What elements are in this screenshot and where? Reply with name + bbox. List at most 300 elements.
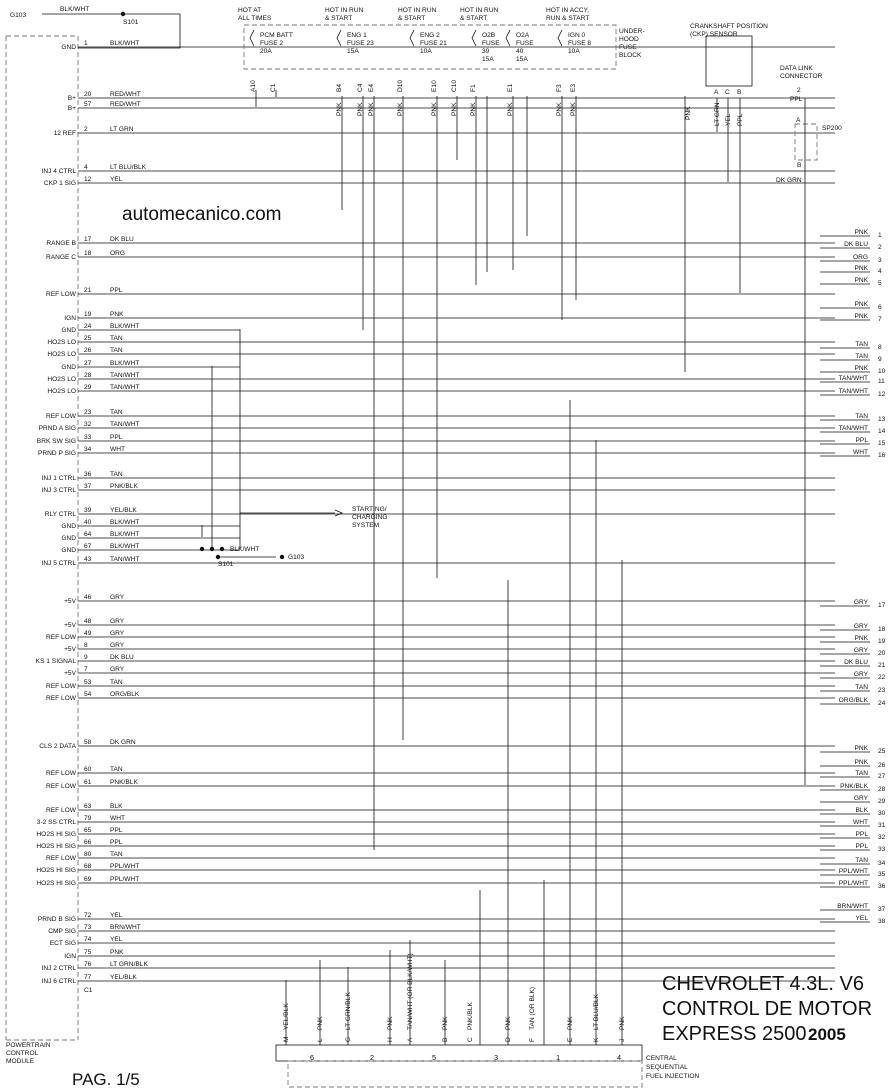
fuse-3-label: 10A: [420, 48, 432, 55]
pcm-pin-23-name: RLY CTRL: [44, 511, 76, 518]
fuse-block-label: UNDER-: [619, 28, 645, 35]
pcm-pin-38-color: PNK/BLK: [110, 779, 138, 786]
pcm-pin-12-color: TAN: [110, 335, 123, 342]
fuse-3-header: & START: [398, 15, 426, 22]
fuse-4-label: 39: [482, 48, 490, 55]
pcm-pin-5-color: LT BLU/BLK: [110, 164, 147, 171]
pcm-pin-28-number: 46: [84, 594, 92, 601]
pcm-pin-39-color: BLK: [110, 803, 123, 810]
right-ref-1-color: PNK: [854, 229, 868, 236]
right-ref-32-number: 32: [878, 834, 886, 841]
pcm-pin-1-color: BLK/WHT: [110, 40, 140, 47]
fuse-pin-C4: C4: [357, 83, 364, 92]
splice-dot-2: [210, 547, 214, 551]
pcm-pin-28-name: +5V: [64, 598, 76, 605]
right-ref-18-color: GRY: [853, 623, 868, 630]
pcm-pin-17-color: TAN: [110, 409, 123, 416]
injector-pin-F-color: TAN (OR BLK): [529, 986, 536, 1030]
splice-s101-label: S101: [123, 19, 139, 26]
right-ref-28-color: PNK/BLK: [840, 783, 868, 790]
pcm-pin-25-name: GND: [61, 535, 76, 542]
pcm-pin-44-color: PPL/WHT: [110, 863, 140, 870]
right-ref-29-color: GRY: [853, 795, 868, 802]
pcm-pin-47-number: 73: [84, 924, 92, 931]
fuse-6-symbol: [558, 30, 562, 46]
pcm-pin-36-name: CLS 2 DATA: [39, 743, 76, 750]
fuse-1-header: ALL TIMES: [238, 15, 272, 22]
pcm-pin-21-number: 36: [84, 471, 92, 478]
injector-pin-J-color: PNK: [619, 1016, 626, 1030]
starting-ground-label: G103: [288, 554, 305, 561]
fuse-pin-F3-color: PNK: [556, 102, 563, 116]
fuse-2-header: & START: [325, 15, 353, 22]
right-ref-3-number: 3: [878, 257, 882, 264]
injector-number-1: 1: [556, 1053, 561, 1062]
injector-number-6: 6: [310, 1053, 315, 1062]
injector-pin-K: K: [593, 1037, 600, 1042]
injector-pin-M: M: [283, 1036, 290, 1042]
pcm-pin-24-number: 40: [84, 519, 92, 526]
pcm-pin-49-color: PNK: [110, 949, 124, 956]
pcm-pin-33-number: 7: [84, 666, 88, 673]
right-ref-10-number: 10: [878, 368, 886, 375]
pcm-pin-31-name: +5V: [64, 646, 76, 653]
pcm-pin-8-name: RANGE C: [45, 254, 76, 261]
right-ref-22-color: GRY: [853, 671, 868, 678]
injector-pin-F: F: [529, 1037, 536, 1042]
pcm-pin-20-name: PRND P SIG: [38, 450, 76, 457]
right-ref-19-number: 19: [878, 638, 886, 645]
pcm-pin-12-number: 25: [84, 335, 92, 342]
right-ref-29-number: 29: [878, 798, 886, 805]
right-ref-11-color: TAN/WHT: [838, 375, 868, 382]
right-ref-36-number: 36: [878, 883, 886, 890]
right-ref-7-number: 7: [878, 316, 882, 323]
pcm-pin-1-name: GND: [61, 44, 76, 51]
pcm-pin-40-name: 3-2 SS CTRL: [36, 819, 76, 826]
right-ref-4-color: PNK: [854, 265, 868, 272]
pcm-pin-13-color: TAN: [110, 347, 123, 354]
pcm-pin-45-color: PPL/WHT: [110, 876, 140, 883]
pcm-pin-29-name: +5V: [64, 622, 76, 629]
fuse-pin-F3: F3: [556, 84, 563, 92]
right-ref-21-color: DK BLU: [844, 659, 868, 666]
fuse-pin-E3: E3: [570, 83, 577, 92]
injector-number-4: 4: [617, 1053, 622, 1062]
pcm-pin-43-name: REF LOW: [45, 855, 76, 862]
right-ref-2-color: DK BLU: [844, 241, 868, 248]
right-ref-33-color: PPL: [855, 843, 868, 850]
fuse-2-label: ENG 1: [347, 32, 367, 39]
fuse-4-label: 15A: [482, 56, 494, 63]
gnd-wire-color: BLK/WHT: [60, 6, 90, 13]
pcm-pin-35-color: ORG/BLK: [110, 691, 140, 698]
right-ref-34-color: TAN: [855, 857, 868, 864]
right-ref-25-number: 25: [878, 748, 886, 755]
splice-s101: [121, 12, 125, 16]
fuse-pin-E3-color: PNK: [570, 102, 577, 116]
pcm-pin-8-color: ORG: [110, 250, 126, 257]
injector-pin-A: A: [407, 1037, 414, 1042]
pcm-pin-44-number: 68: [84, 863, 92, 870]
right-ref-22-number: 22: [878, 674, 886, 681]
pcm-pin-4-color: LT GRN: [110, 126, 134, 133]
pcm-pin-21-color: TAN: [110, 471, 123, 478]
fuse-pin-D10-color: PNK: [397, 102, 404, 116]
right-ref-5-number: 5: [878, 280, 882, 287]
sp200-label: SP200: [822, 125, 842, 132]
injector-pin-L-color: PNK: [317, 1016, 324, 1030]
pcm-pin-30-number: 49: [84, 630, 92, 637]
pcm-pin-4-name: 12 REF: [53, 130, 76, 137]
pcm-pin-5-name: INJ 4 CTRL: [41, 168, 76, 175]
pcm-pin-15-name: HO2S LO: [47, 376, 76, 383]
starting-splice-label: S101: [218, 561, 234, 568]
pcm-pin-36-number: 58: [84, 739, 92, 746]
pcm-pin-11-name: GND: [61, 327, 76, 334]
fuse-pin-F1: F1: [470, 84, 477, 92]
pcm-pin-22-name: INJ 3 CTRL: [41, 487, 76, 494]
pcm-pin-48-number: 74: [84, 936, 92, 943]
pcm-pin-40-number: 79: [84, 815, 92, 822]
pcm-pin-19-name: BRK SW SIG: [36, 438, 76, 445]
right-ref-36-color: PPL/WHT: [838, 880, 868, 887]
injector-pin-E: E: [567, 1037, 574, 1042]
right-ref-18-number: 18: [878, 626, 886, 633]
right-ref-16-number: 16: [878, 452, 886, 459]
fuse-5-label: 15A: [516, 56, 528, 63]
fuse-pin-E4: E4: [368, 83, 375, 92]
right-ref-1-number: 1: [878, 232, 882, 239]
pcm-pin-42-color: PPL: [110, 839, 123, 846]
pcm-pin-18-name: PRND A SIG: [38, 425, 76, 432]
ckp-pin-C: C: [725, 89, 730, 96]
ckp-pin-C-color: YEL: [725, 113, 732, 126]
fuse-4-symbol: [472, 30, 476, 46]
splice-dot-1: [200, 547, 204, 551]
fuse-1-symbol: [250, 30, 254, 46]
fuse-pin-B4-color: PNK: [336, 102, 343, 116]
ckp-pin-B-color: PPL: [737, 113, 744, 126]
right-ref-27-color: TAN: [855, 770, 868, 777]
injector-pin-M-color: YEL/BLK: [283, 1003, 290, 1030]
pcm-pin-13-name: HO2S LO: [47, 351, 76, 358]
right-ref-20-number: 20: [878, 650, 886, 657]
injector-pin-A-color: TAN/WHT (OR BLK/WHT): [407, 953, 414, 1030]
right-ref-21-number: 21: [878, 662, 886, 669]
pcm-pin-14-name: GND: [61, 364, 76, 371]
dlc-pin-2: 2: [797, 87, 801, 94]
pcm-pin-6-color: YEL: [110, 176, 123, 183]
fuse-5-label: 40: [516, 48, 524, 55]
pcm-pin-48-color: YEL: [110, 936, 123, 943]
fuse-4-label: FUSE: [482, 40, 500, 47]
right-ref-23-number: 23: [878, 687, 886, 694]
pcm-pin-36-color: DK GRN: [110, 739, 136, 746]
fuse-6-label: 10A: [568, 48, 580, 55]
right-ref-9-number: 9: [878, 356, 882, 363]
fuse-2-header: HOT IN RUN: [325, 7, 364, 14]
right-ref-4-number: 4: [878, 268, 882, 275]
sp200-box: [795, 124, 817, 160]
pcm-pin-37-number: 60: [84, 766, 92, 773]
pcm-pin-34-number: 53: [84, 679, 92, 686]
pcm-pin-3-name: B+: [67, 105, 76, 112]
right-ref-23-color: TAN: [855, 684, 868, 691]
fuse-3-label: ENG 2: [420, 32, 440, 39]
pcm-pin-25-color: BLK/WHT: [110, 531, 140, 538]
pcm-pin-4-number: 2: [84, 126, 88, 133]
right-ref-25-color: PNK: [854, 745, 868, 752]
fuse-1-header: HOT AT: [238, 7, 262, 14]
pcm-pin-33-name: +5V: [64, 670, 76, 677]
pcm-pin-22-number: 37: [84, 483, 92, 490]
pcm-pin-46-number: 72: [84, 912, 92, 919]
pcm-pin-7-color: DK BLU: [110, 236, 134, 243]
right-ref-13-color: TAN: [855, 413, 868, 420]
pcm-pin-51-name: INJ 6 CTRL: [41, 978, 76, 985]
injector-connector-box: [276, 1045, 642, 1061]
right-ref-37-color: BRN/WHT: [837, 903, 868, 910]
injector-pin-B-color: PNK: [442, 1016, 449, 1030]
pcm-label: POWERTRAIN: [6, 1042, 51, 1049]
fuse-6-label: FUSE 8: [568, 40, 592, 47]
right-ref-13-number: 13: [878, 416, 886, 423]
fuse-block-label: BLOCK: [619, 52, 642, 59]
right-ref-34-number: 34: [878, 860, 886, 867]
page-label: PAG. 1/5: [72, 1070, 140, 1089]
right-ref-35-color: PPL/WHT: [838, 868, 868, 875]
right-ref-20-color: GRY: [853, 647, 868, 654]
right-ref-17-number: 17: [878, 602, 886, 609]
pcm-pin-12-name: HO2S LO: [47, 339, 76, 346]
right-ref-24-number: 24: [878, 700, 886, 707]
starting-system-label: CHARGING: [352, 514, 388, 521]
pcm-pin-10-name: IGN: [64, 315, 76, 322]
pcm-pin-6-name: CKP 1 SIG: [43, 180, 76, 187]
right-ref-31-color: WHT: [852, 819, 868, 826]
fuse-pin-C10: C10: [451, 79, 458, 92]
ckp-pin-A-color: LT GRN: [714, 102, 721, 126]
pcm-pin-22-color: PNK/BLK: [110, 483, 138, 490]
starting-wire-color: BLK/WHT: [230, 546, 260, 553]
pcm-pin-49-number: 75: [84, 949, 92, 956]
right-ref-8-number: 8: [878, 344, 882, 351]
right-ref-15-color: PPL: [855, 437, 868, 444]
right-ref-10-color: PNK: [854, 365, 868, 372]
pcm-pin-27-color: TAN/WHT: [110, 556, 140, 563]
ckp-sensor-label: (CKP) SENSOR: [690, 31, 738, 38]
right-ref-26-number: 26: [878, 762, 886, 769]
pcm-pin-30-name: REF LOW: [45, 634, 76, 641]
splice-dot-3: [220, 547, 224, 551]
pcm-pin-42-number: 66: [84, 839, 92, 846]
pcm-pin-52-number: C1: [84, 987, 93, 994]
injector-number-5: 5: [432, 1053, 437, 1062]
right-ref-7-color: PNK: [854, 313, 868, 320]
sp200-pin-b: B: [797, 162, 802, 169]
injector-pin-L: L: [317, 1038, 324, 1042]
fuse-3-header: HOT IN RUN: [398, 7, 437, 14]
fuse-2-label: FUSE 23: [347, 40, 374, 47]
right-ref-6-color: PNK: [854, 301, 868, 308]
pcm-pin-51-color: YEL/BLK: [110, 974, 137, 981]
fuse-1-label: FUSE 2: [260, 40, 284, 47]
pcm-pin-34-name: REF LOW: [45, 683, 76, 690]
ground-g103-icon: [280, 555, 284, 559]
pnk-extra-label: PNK: [685, 106, 692, 120]
right-ref-30-color: BLK: [855, 807, 868, 814]
pcm-pin-9-number: 21: [84, 287, 92, 294]
fuse-6-label: IGN 0: [568, 32, 586, 39]
pcm-pin-29-number: 48: [84, 618, 92, 625]
right-ref-8-color: TAN: [855, 341, 868, 348]
fuse-6-header: RUN & START: [546, 15, 590, 22]
fuse-5-label: FUSE: [516, 40, 534, 47]
starting-system-label: STARTING/: [352, 506, 387, 513]
pcm-pin-41-name: HO2S HI SIG: [36, 831, 76, 838]
pcm-pin-26-name: GND: [61, 547, 76, 554]
pcm-pin-32-number: 9: [84, 654, 88, 661]
pcm-pin-32-color: DK BLU: [110, 654, 134, 661]
pcm-pin-2-number: 20: [84, 91, 92, 98]
dlc-label: DATA LINK: [780, 65, 813, 72]
injector-number-2: 2: [370, 1053, 375, 1062]
injector-label: SEQUENTIAL: [646, 1064, 688, 1071]
sp200-pin-a: A: [796, 117, 801, 124]
fuse-pin-E1: E1: [507, 83, 514, 92]
fuse-3-label: FUSE 21: [420, 40, 447, 47]
pcm-pin-16-number: 29: [84, 384, 92, 391]
right-ref-3-color: ORG: [852, 254, 868, 261]
injector-pin-H: H: [387, 1037, 394, 1042]
pcm-pin-43-color: TAN: [110, 851, 123, 858]
title-line-3: EXPRESS 2500: [662, 1023, 807, 1045]
ckp-sensor-box: [706, 36, 752, 86]
right-ref-27-number: 27: [878, 773, 886, 780]
pcm-pin-3-color: RED/WHT: [110, 101, 141, 108]
title-line-2: CONTROL DE MOTOR: [662, 998, 873, 1020]
fuse-pin-C4-color: PNK: [357, 102, 364, 116]
pcm-pin-14-number: 27: [84, 360, 92, 367]
injector-pin-G: G: [345, 1036, 352, 1042]
injector-label: CENTRAL: [646, 1055, 677, 1062]
pcm-pin-11-number: 24: [84, 323, 92, 330]
pcm-pin-21-name: INJ 1 CTRL: [41, 475, 76, 482]
fuse-2-symbol: [337, 30, 341, 46]
right-ref-15-number: 15: [878, 440, 886, 447]
pcm-pin-50-name: INJ 2 CTRL: [41, 965, 76, 972]
right-ref-12-color: TAN/WHT: [838, 388, 868, 395]
right-ref-35-number: 35: [878, 871, 886, 878]
injector-number-3: 3: [494, 1053, 499, 1062]
pcm-pin-5-number: 4: [84, 164, 88, 171]
fuse-block-label: HOOD: [619, 36, 639, 43]
pcm-pin-48-name: ECT SIG: [49, 940, 76, 947]
right-ref-30-number: 30: [878, 810, 886, 817]
pcm-label: MODULE: [6, 1058, 35, 1065]
pcm-pin-19-color: PPL: [110, 434, 123, 441]
fuse-3-symbol: [410, 30, 414, 46]
right-ref-11-number: 11: [878, 378, 885, 385]
pcm-pin-6-number: 12: [84, 176, 92, 183]
pcm-pin-39-number: 63: [84, 803, 92, 810]
pcm-pin-45-name: HO2S HI SIG: [36, 880, 76, 887]
pcm-pin-45-number: 69: [84, 876, 92, 883]
right-ref-33-number: 33: [878, 846, 886, 853]
fuse-5-label: O2A: [516, 32, 530, 39]
fuse-pin-E10-color: PNK: [431, 102, 438, 116]
injector-label: FUEL INJECTION: [646, 1073, 700, 1080]
pcm-pin-7-number: 17: [84, 236, 92, 243]
right-ref-5-color: PNK: [854, 277, 868, 284]
pcm-pin-13-number: 26: [84, 347, 92, 354]
pcm-pin-7-name: RANGE B: [46, 240, 76, 247]
pcm-pin-26-number: 67: [84, 543, 92, 550]
starting-system-label: SYSTEM: [352, 522, 380, 529]
pcm-pin-47-name: CMP SIG: [48, 928, 76, 935]
right-ref-12-number: 12: [878, 391, 886, 398]
pcm-pin-31-number: 8: [84, 642, 88, 649]
pcm-pin-18-color: TAN/WHT: [110, 421, 140, 428]
pcm-pin-43-number: 80: [84, 851, 92, 858]
injector-pin-H-color: PNK: [387, 1016, 394, 1030]
dlc-pin-2-color: PPL: [790, 96, 803, 103]
pcm-pin-37-name: REF LOW: [45, 770, 76, 777]
right-ref-17-color: GRY: [853, 599, 868, 606]
pcm-pin-42-name: HO2S HI SIG: [36, 843, 76, 850]
fuse-4-header: HOT IN RUN: [460, 7, 499, 14]
dlc-color-b: DK GRN: [776, 177, 802, 184]
pcm-pin-23-number: 39: [84, 507, 92, 514]
pcm-pin-35-name: REF LOW: [45, 695, 76, 702]
fuse-6-header: HOT IN ACCY,: [546, 7, 589, 14]
right-ref-24-color: ORG/BLK: [838, 697, 868, 704]
pcm-pin-17-name: REF LOW: [45, 413, 76, 420]
injector-pin-C-color: PNK/BLK: [467, 1002, 474, 1030]
pcm-pin-10-number: 19: [84, 311, 92, 318]
pcm-pin-32-name: KS 1 SIGNAL: [35, 658, 76, 665]
ckp-pin-A: A: [714, 89, 719, 96]
injector-pin-D: D: [505, 1037, 512, 1042]
pcm-pin-3-number: 57: [84, 101, 92, 108]
watermark: automecanico.com: [122, 204, 282, 225]
ground-g103-label: G103: [10, 12, 27, 19]
ckp-sensor-label: CRANKSHAFT POSITION: [690, 23, 768, 30]
pcm-pin-30-color: GRY: [110, 630, 125, 637]
pcm-pin-8-number: 18: [84, 250, 92, 257]
injector-pin-D-color: PNK: [505, 1016, 512, 1030]
fuse-pin-E4-color: PNK: [368, 102, 375, 116]
fuse-5-symbol: [506, 30, 510, 46]
pcm-pin-17-number: 23: [84, 409, 92, 416]
pcm-pin-14-color: BLK/WHT: [110, 360, 140, 367]
ckp-pin-B: B: [737, 89, 742, 96]
injector-pin-E-color: PNK: [567, 1016, 574, 1030]
right-ref-9-color: TAN: [855, 353, 868, 360]
pcm-pin-11-color: BLK/WHT: [110, 323, 140, 330]
pcm-pin-44-name: HO2S HI SIG: [36, 867, 76, 874]
pcm-pin-34-color: TAN: [110, 679, 123, 686]
right-ref-38-color: YEL: [855, 915, 868, 922]
pcm-pin-37-color: TAN: [110, 766, 123, 773]
pcm-pin-16-color: TAN/WHT: [110, 384, 140, 391]
right-ref-19-color: PNK: [854, 635, 868, 642]
right-ref-28-number: 28: [878, 786, 886, 793]
pcm-pin-47-color: BRN/WHT: [110, 924, 141, 931]
fuse-pin-F1-color: PNK: [470, 102, 477, 116]
pcm-pin-23-color: YEL/BLK: [110, 507, 137, 514]
